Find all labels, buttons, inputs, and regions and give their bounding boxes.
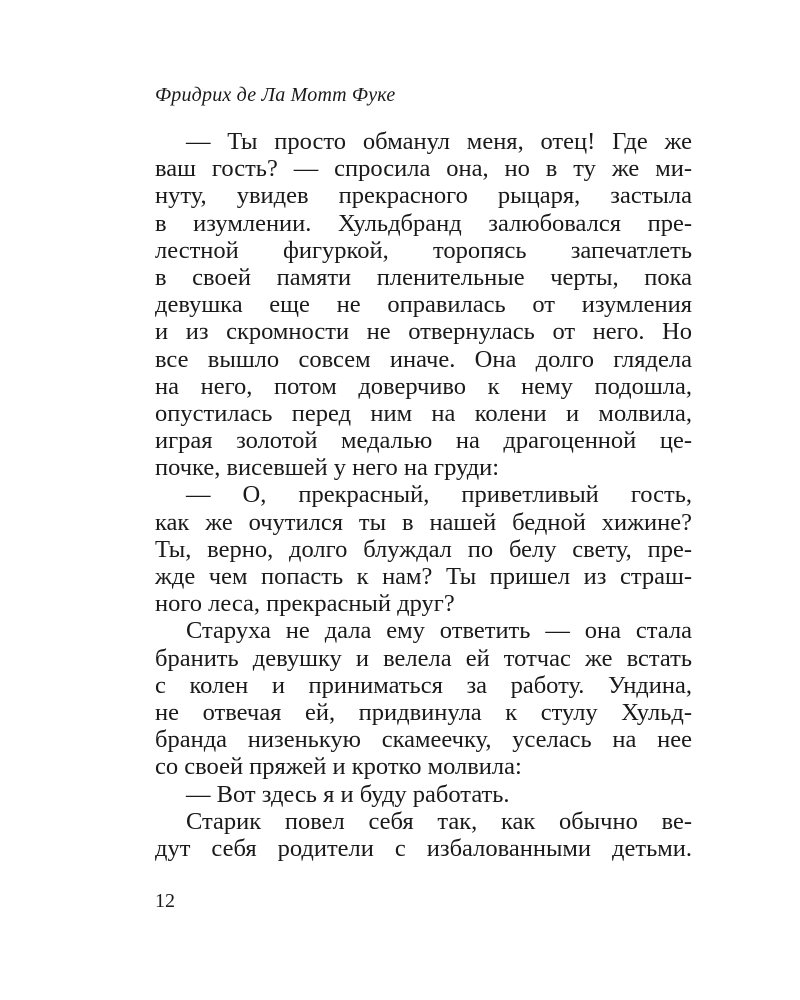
text-line: все вышло совсем иначе. Она долго глядела bbox=[155, 345, 692, 373]
text-line: со своей пряжей и кротко молвила: bbox=[155, 753, 522, 781]
text-line: не отвечая ей, придвинула к стулу Хульд- bbox=[155, 698, 692, 726]
text-line: играя золотой медалью на драгоценной це- bbox=[155, 427, 692, 455]
running-head: Фридрих де Ла Мотт Фуке bbox=[155, 84, 396, 106]
text-line: Ты, верно, долго блуждал по белу свету, пре- bbox=[155, 535, 692, 563]
text-line: Старуха не дала ему ответить — она стала bbox=[186, 617, 692, 645]
text-line: в своей памяти пленительные черты, пока bbox=[155, 263, 692, 291]
text-line: почке, висевшей у него на груди: bbox=[155, 454, 500, 482]
text-line: — Вот здесь я и буду работать. bbox=[186, 780, 510, 808]
text-line: ваш гость? — спросила она, но в ту же ми- bbox=[155, 155, 692, 183]
text-line: как же очутился ты в нашей бедной хижине? bbox=[155, 508, 692, 536]
text-line: в изумлении. Хульдбранд залюбовался пре- bbox=[155, 209, 692, 237]
text-line: лестной фигуркой, торопясь запечатлеть bbox=[155, 236, 692, 264]
text-line: — Ты просто обманул меня, отец! Где же bbox=[186, 128, 692, 155]
text-line: дут себя родители с избалованными детьми. bbox=[155, 834, 692, 862]
page-number: 12 bbox=[155, 890, 175, 912]
text-line: с колен и приниматься за работу. Ундина, bbox=[155, 671, 692, 699]
text-line: бранить девушку и велела ей тотчас же встать bbox=[155, 644, 692, 672]
text-line: Старик повел себя так, как обычно ве- bbox=[186, 807, 692, 835]
text-line: нуту, увидев прекрасного рыцаря, застыла bbox=[155, 182, 692, 210]
text-line: — О, прекрасный, приветливый гость, bbox=[186, 481, 692, 509]
text-line: на него, потом доверчиво к нему подошла, bbox=[155, 372, 692, 400]
text-line: опустилась перед ним на колени и молвила, bbox=[155, 399, 692, 427]
text-line: ного леса, прекрасный друг? bbox=[155, 590, 455, 618]
text-line: и из скромности не отвернулась от него. Но bbox=[155, 318, 692, 346]
text-line: девушка еще не оправилась от изумления bbox=[155, 291, 692, 319]
body-text bbox=[155, 128, 692, 862]
text-line: бранда низенькую скамеечку, уселась на нее bbox=[155, 726, 692, 754]
text-line: жде чем попасть к нам? Ты пришел из страш- bbox=[155, 563, 692, 590]
